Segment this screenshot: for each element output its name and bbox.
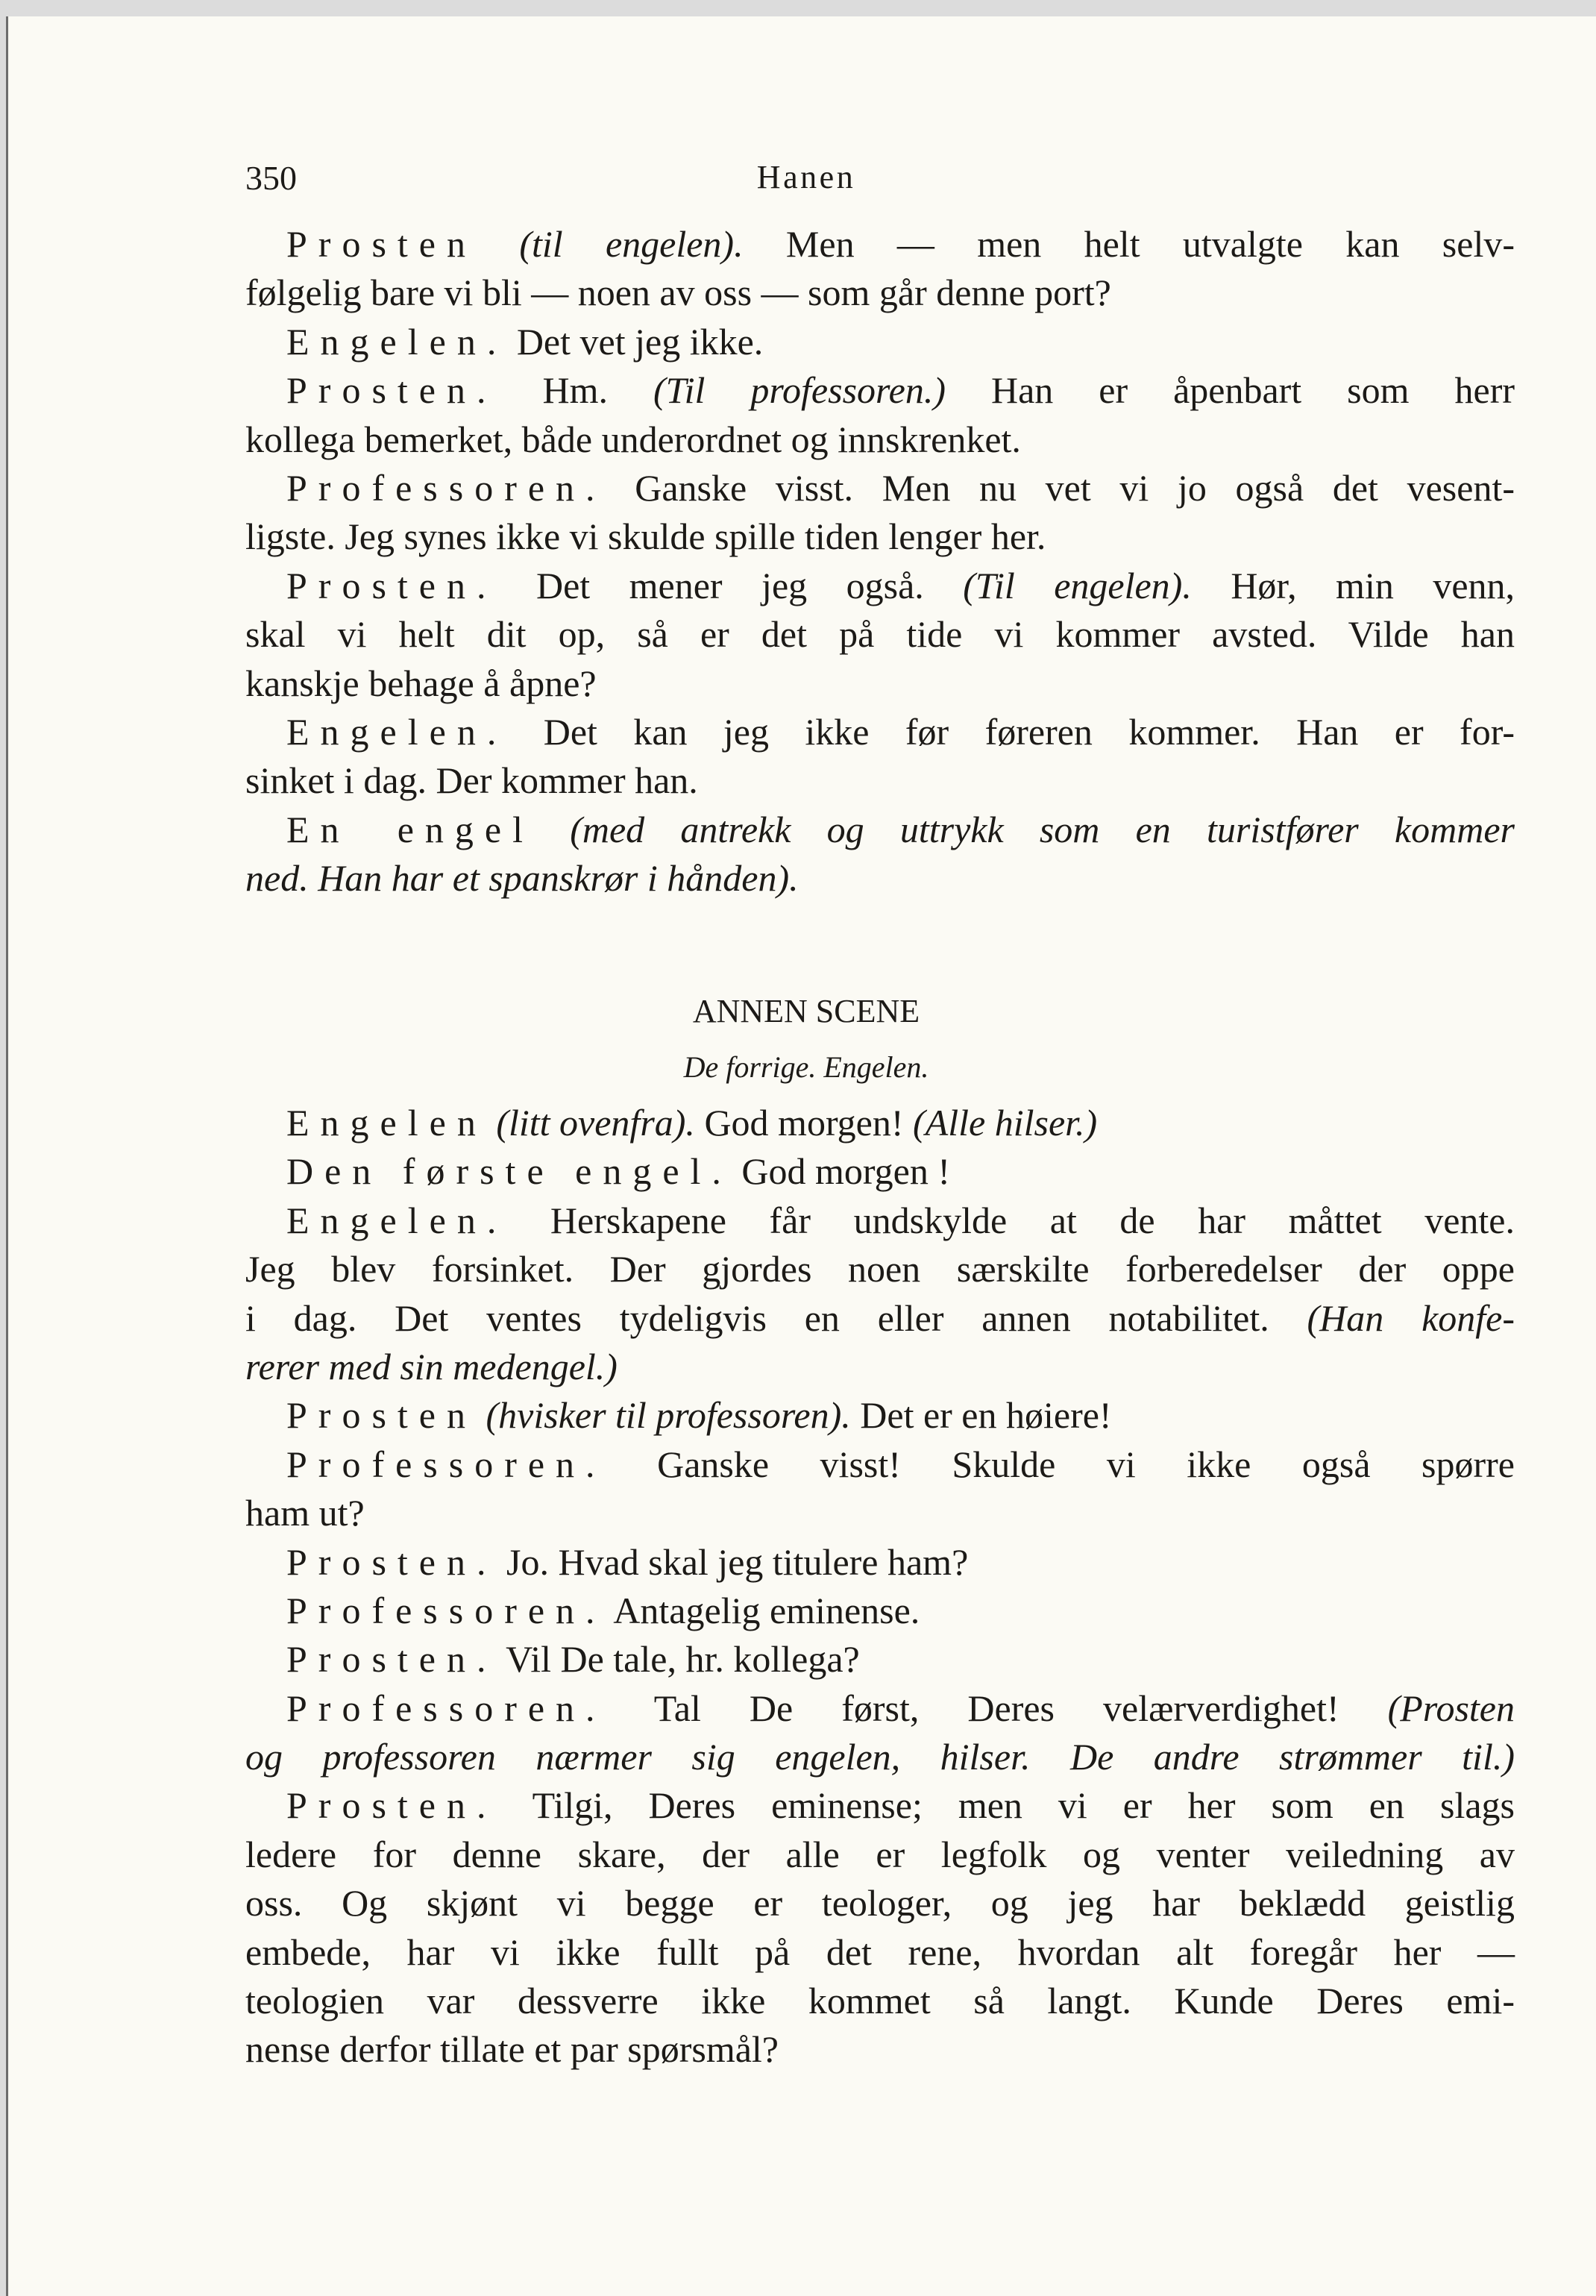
- dialogue-text: Hør, min venn,: [1191, 564, 1515, 606]
- dialogue-text: Hm.: [497, 369, 653, 412]
- stage-direction: (litt ovenfra).: [486, 1102, 695, 1144]
- speaker-name: Prosten.: [286, 369, 497, 412]
- stage-direction: ned. Han har et spanskrør i hånden).: [245, 857, 799, 900]
- text-line: [245, 1684, 1515, 1733]
- text-line: [245, 1831, 1515, 1879]
- dialogue-text: teologien var dessverre ikke kommet så langt. Kunde Deres emi-: [245, 1980, 1515, 2022]
- text-line: [245, 1294, 1515, 1343]
- stage-direction: (Han konfe-: [1307, 1296, 1515, 1339]
- text-line: [245, 1733, 1515, 1781]
- dialogue-text: Det er en høiere!: [850, 1394, 1112, 1437]
- dialogue-text: Jo. Hvad skal jeg titulere ham?: [497, 1540, 969, 1583]
- text-line: [245, 756, 1515, 805]
- text-line: [245, 610, 1515, 659]
- stage-direction: (Alle hilser.): [913, 1102, 1098, 1144]
- stage-direction: og professoren nærmer sig engelen, hilser. De andre strømmer til.): [245, 1736, 1515, 1778]
- scene-heading: ANNEN SCENE: [692, 993, 920, 1029]
- text-line: [245, 269, 1515, 317]
- text-line: [245, 1147, 1515, 1196]
- running-title: Hanen: [756, 159, 856, 195]
- text-line: [245, 415, 1515, 464]
- dialogue-text: kanskje behage å åpne?: [245, 662, 597, 704]
- speaker-name: Prosten: [286, 223, 477, 265]
- text-line: [245, 1538, 1515, 1587]
- text-line: [245, 220, 1515, 269]
- dialogue-text: skal vi helt dit op, så er det på tide vi kommer avsted. Vilde han: [245, 613, 1515, 656]
- text-line: [245, 562, 1515, 610]
- dialogue-text: Det mener jeg også.: [497, 564, 964, 606]
- text-line: [245, 806, 1515, 854]
- dialogue-text: Antagelig eminense.: [606, 1589, 920, 1631]
- dialogue-text: i dag. Det ventes tydeligvis en eller annen notabilitet.: [245, 1296, 1307, 1339]
- book-page: [6, 16, 1596, 2296]
- scene-one-text: [245, 220, 1515, 903]
- dialogue-text: Jeg blev forsinket. Der gjordes noen særskilte forberedelser der oppe: [245, 1248, 1515, 1290]
- scene-two-text: [245, 1099, 1515, 2074]
- speaker-name: Professoren.: [286, 1589, 606, 1631]
- dialogue-text: sinket i dag. Der kommer han.: [245, 759, 698, 802]
- speaker-name: Prosten.: [286, 1540, 497, 1583]
- stage-direction: (Til professoren.): [653, 369, 946, 412]
- dialogue-text: ligste. Jeg synes ikke vi skulde spille tiden lenger her.: [245, 515, 1046, 558]
- page-number: 350: [245, 159, 297, 197]
- text-line: [245, 1343, 1515, 1391]
- stage-direction: (til engelen).: [477, 223, 744, 265]
- text-line: [245, 1879, 1515, 1928]
- dialogue-text: følgelig bare vi bli — noen av oss — som går denne port?: [245, 272, 1111, 314]
- dialogue-text: Men — men helt utvalgte kan selv-: [743, 223, 1515, 265]
- speaker-name: Engelen.: [286, 1199, 508, 1241]
- dialogue-text: ledere for denne skare, der alle er legfolk og venter veiledning av: [245, 1833, 1515, 1875]
- speaker-name: En engel: [286, 808, 535, 850]
- text-line: [245, 659, 1515, 708]
- dialogue-text: Ganske visst! Skulde vi ikke også spørre: [606, 1443, 1515, 1485]
- text-line: [245, 512, 1515, 561]
- stage-direction: (hvisker til professoren).: [477, 1394, 851, 1437]
- speaker-name: Prosten.: [286, 1784, 497, 1827]
- speaker-name: Prosten: [286, 1394, 477, 1437]
- stage-direction: (Prosten: [1387, 1687, 1515, 1729]
- text-line: [245, 1781, 1515, 1830]
- speaker-name: Engelen: [286, 1102, 487, 1144]
- dialogue-text: nense derfor tillate et par spørsmål?: [245, 2028, 779, 2071]
- dialogue-text: embede, har vi ikke fullt på det rene, hvordan alt foregår her —: [245, 1930, 1515, 1973]
- dialogue-text: Det vet jeg ikke.: [507, 320, 764, 363]
- speaker-name: Professoren.: [286, 466, 606, 509]
- speaker-name: Prosten.: [286, 564, 497, 606]
- speaker-name: Professoren.: [286, 1443, 606, 1485]
- speaker-name: Engelen.: [286, 710, 508, 753]
- dialogue-text: Tal De først, Deres velærverdighet!: [606, 1687, 1388, 1729]
- text-line: [245, 1977, 1515, 2025]
- stage-direction: (Til engelen).: [963, 564, 1192, 606]
- dialogue-text: kollega bemerket, både underordnet og innskrenket.: [245, 418, 1021, 460]
- text-line: [245, 2025, 1515, 2074]
- dialogue-text: God morgen!: [694, 1102, 914, 1144]
- dialogue-text: oss. Og skjønt vi begge er teologer, og jeg har beklædd geistlig: [245, 1882, 1515, 1925]
- text-line: [245, 1391, 1515, 1440]
- speaker-name: Professoren.: [286, 1687, 606, 1729]
- text-line: [245, 1587, 1515, 1635]
- speaker-name: Engelen.: [286, 320, 508, 363]
- text-line: [245, 1099, 1515, 1147]
- dialogue-text: Vil De tale, hr. kollega?: [497, 1638, 860, 1681]
- stage-direction: (med antrekk og uttrykk som en turistfører kommer: [534, 808, 1515, 850]
- text-line: [245, 1245, 1515, 1293]
- text-line: [245, 1440, 1515, 1489]
- dialogue-text: Det kan jeg ikke før føreren kommer. Han er for-: [507, 710, 1515, 753]
- dialogue-text: God morgen !: [732, 1150, 951, 1193]
- text-line: [245, 318, 1515, 366]
- dialogue-text: Ganske visst. Men nu vet vi jo også det vesent-: [606, 466, 1515, 509]
- dialogue-text: ham ut?: [245, 1492, 365, 1534]
- dialogue-text: Han er åpenbart som herr: [945, 369, 1515, 412]
- text-line: [245, 708, 1515, 756]
- text-line: [245, 1928, 1515, 1977]
- dialogue-text: Tilgi, Deres eminense; men vi er her som en slags: [497, 1784, 1515, 1827]
- text-line: [245, 1489, 1515, 1537]
- text-line: [245, 1635, 1515, 1684]
- scene-characters: De forrige. Engelen.: [683, 1050, 929, 1084]
- stage-direction: rerer med sin medengel.): [245, 1345, 618, 1387]
- dialogue-text: Herskapene får undskylde at de har måttet vente.: [507, 1199, 1515, 1241]
- text-line: [245, 464, 1515, 512]
- text-line: [245, 854, 1515, 903]
- text-line: [245, 1196, 1515, 1245]
- speaker-name: Prosten.: [286, 1638, 497, 1681]
- text-line: [245, 366, 1515, 415]
- speaker-name: Den første engel.: [286, 1150, 732, 1193]
